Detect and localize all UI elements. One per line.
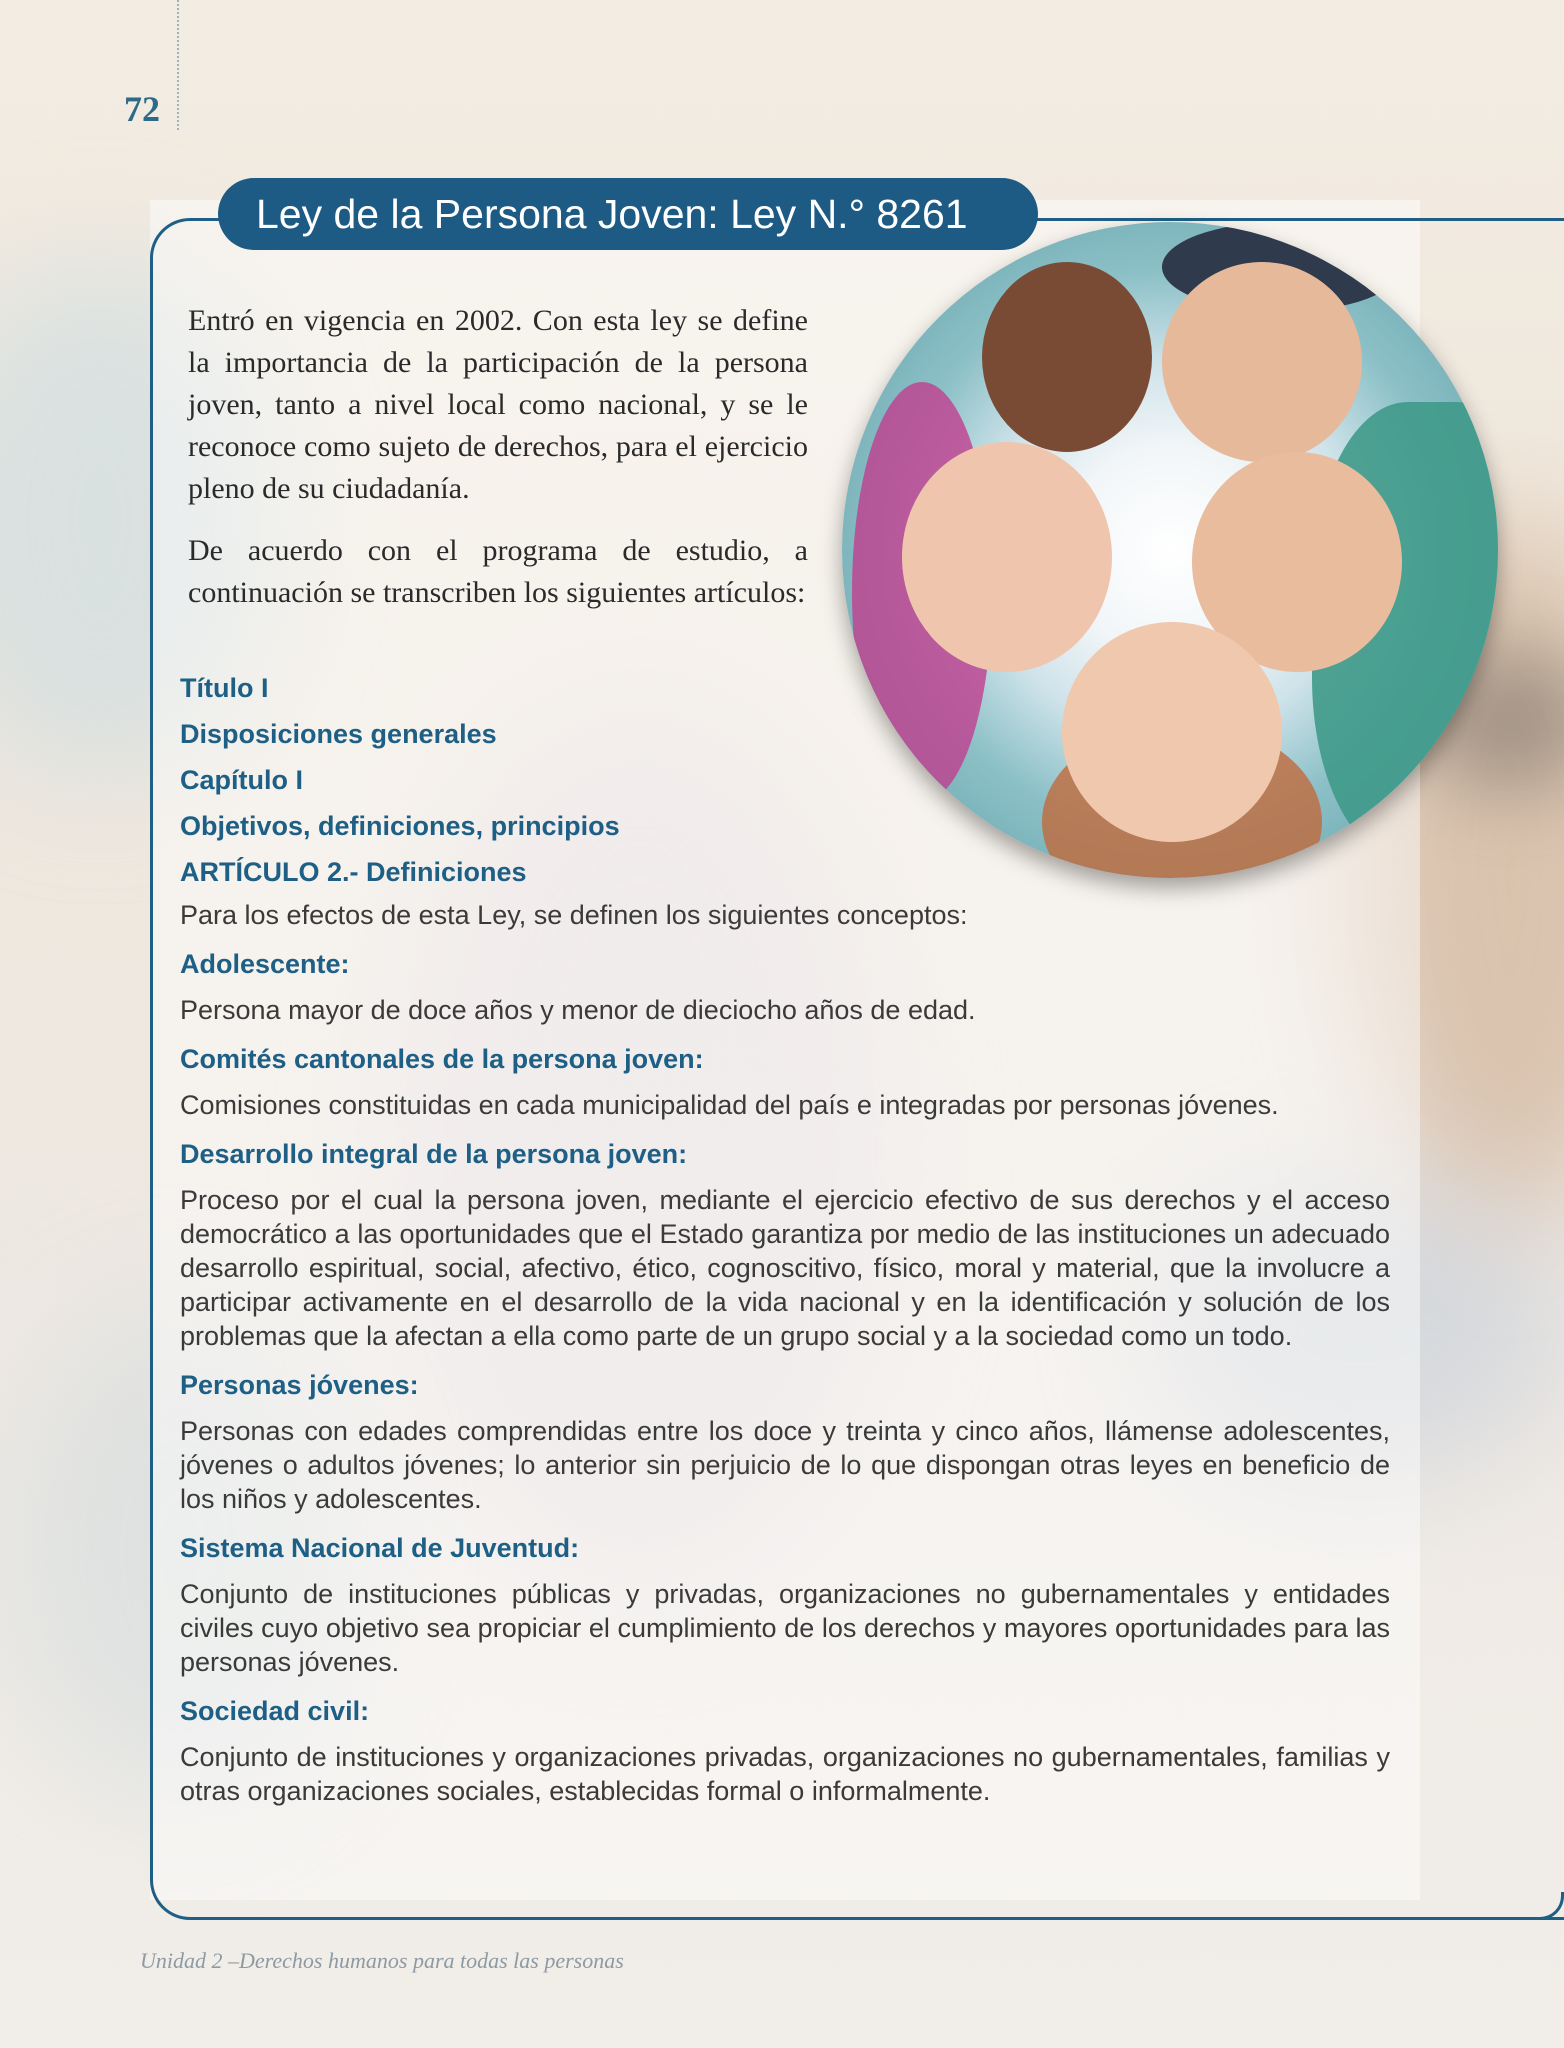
- definition-term: Sistema Nacional de Juventud:: [180, 1533, 580, 1563]
- page-title: Ley de la Persona Joven: Ley N.° 8261: [218, 178, 1038, 250]
- article-content: [180, 668, 1390, 1820]
- definition-text: Personas con edades comprendidas entre los doce y treinta y cinco años, llámense adolescentes, jóvenes o adultos jóvenes; lo anterior sin perjuicio de lo que dispongan otras leyes en beneficio de los niños y adolescentes.: [180, 1416, 1390, 1514]
- definition-term: Sociedad civil:: [180, 1696, 370, 1726]
- definition-text: Persona mayor de doce años y menor de dieciocho años de edad.: [180, 995, 976, 1025]
- definition-term: Adolescente:: [180, 949, 350, 979]
- heading-titulo: Título I: [180, 673, 269, 703]
- definition-term: Desarrollo integral de la persona joven:: [180, 1139, 688, 1169]
- heading-objetivos: Objetivos, definiciones, principios: [180, 811, 620, 841]
- definition-term: Personas jóvenes:: [180, 1370, 419, 1400]
- intro-paragraph: Entró en vigencia en 2002. Con esta ley se define la importancia de la participación de la persona joven, tanto a nivel local como nacional, y se le reconoce como sujeto de derechos, para el ejercicio pleno de su ciudadanía.: [188, 304, 808, 505]
- page-number: 72: [124, 89, 160, 129]
- definition-text: Proceso por el cual la persona joven, mediante el ejercicio efectivo de sus derechos y el acceso democrático a las oportunidades que el Estado garantiza por medio de las instituciones un adecuado desarrollo espiritual, social, afectivo, ético, cognoscitivo, físico, moral y material, que la involucre a participar activamente en el desarrollo de la vida nacional y en la identificación y solución de los problemas que la afectan a ella como parte de un grupo social y a la sociedad como un todo.: [180, 1185, 1390, 1351]
- definition-text: Conjunto de instituciones públicas y privadas, organizaciones no gubernamentales y entidades civiles cuyo objetivo sea propiciar el cumplimiento de los derechos y mayores oportunidades para las personas jóvenes.: [180, 1579, 1390, 1677]
- heading-capitulo: Capítulo I: [180, 765, 303, 795]
- dotted-margin-line: [177, 0, 179, 130]
- footer-unit-title: Unidad 2 –Derechos humanos para todas las personas: [140, 1948, 624, 1973]
- intro-paragraph: De acuerdo con el programa de estudio, a continuación se transcriben los siguientes artículos:: [188, 534, 808, 609]
- intro-text: [188, 300, 808, 634]
- definition-text: Conjunto de instituciones y organizaciones privadas, organizaciones no gubernamentales, familias y otras organizaciones sociales, establecidas formal o informalmente.: [180, 1742, 1390, 1806]
- heading-disposiciones: Disposiciones generales: [180, 719, 497, 749]
- definition-text: Comisiones constituidas en cada municipalidad del país e integradas por personas jóvenes.: [180, 1090, 1279, 1120]
- article-intro: Para los efectos de esta Ley, se definen los siguientes conceptos:: [180, 900, 968, 930]
- definition-term: Comités cantonales de la persona joven:: [180, 1044, 704, 1074]
- heading-articulo: ARTÍCULO 2.- Definiciones: [180, 857, 527, 887]
